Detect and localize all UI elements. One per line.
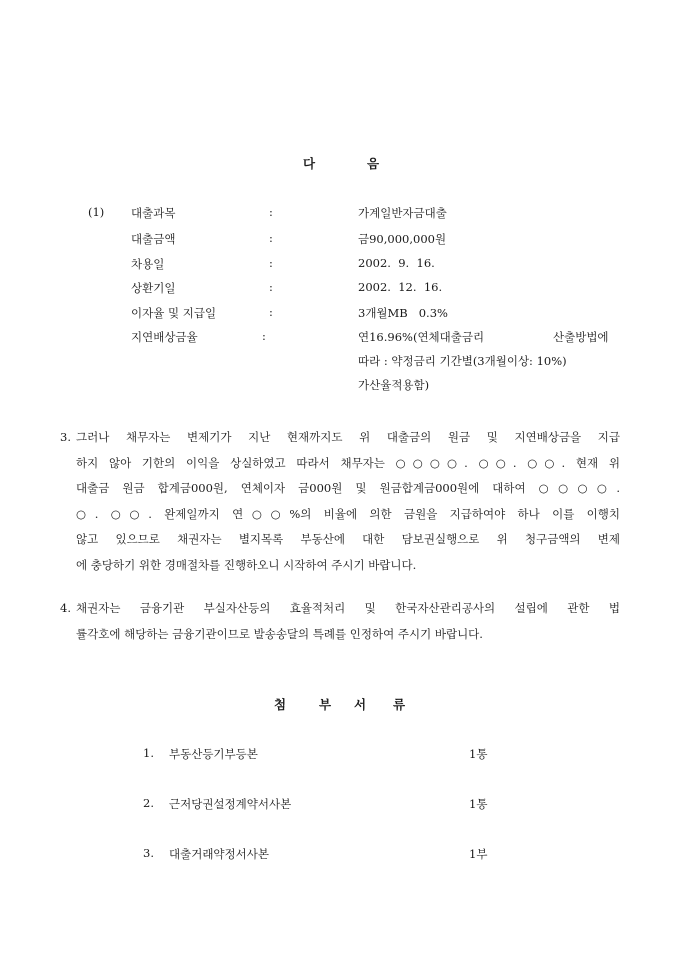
paragraph-line: 에 충당하기 위한 경매절차를 진행하오니 시작하여 주시기 바랍니다. [76, 557, 417, 572]
loan-value: 가산율적용함) [358, 378, 430, 392]
loan-value: 가계일반자금대출 [358, 206, 447, 220]
loan-label: 상환기일 [131, 281, 176, 295]
loan-value: 따라 : 약정금리 기간별(3개월이상: 10%) [358, 354, 567, 368]
attachment-count: 1통 [469, 797, 488, 811]
attachment-count: 1부 [469, 847, 488, 861]
loan-value: 3개월MB 0.3% [358, 306, 448, 320]
paragraph-number: 4. [60, 601, 71, 615]
loan-label: 대출금액 [131, 232, 176, 246]
attachment-name: 대출거래약정서사본 [169, 847, 269, 861]
attachment-number: 1. [143, 746, 154, 760]
attachments-heading-char: 류 [393, 697, 406, 712]
attachments-heading-char: 부 [319, 697, 332, 712]
attachments-heading-char: 서 [354, 697, 367, 712]
heading-eum: 음 [367, 156, 380, 171]
paragraph-number: 3. [60, 430, 71, 444]
paragraph-line: 채권자는 금융기관 부실자산등의 효율적처리 및 한국자산관리공사의 설립에 관한 법 [76, 601, 620, 615]
loan-value: 2002. 12. 16. [358, 280, 443, 294]
attachment-number: 3. [143, 846, 154, 860]
paragraph-line: 않고 있으므로 채권자는 별지목록 부동산에 대한 담보권실행으로 위 청구금액의 변제 [76, 532, 620, 546]
attachment-count: 1통 [469, 747, 488, 761]
attachment-name: 부동산등기부등본 [169, 747, 258, 761]
loan-value: 2002. 9. 16. [358, 256, 435, 270]
loan-colon: : [269, 231, 273, 245]
loan-label: 이자율 및 지급일 [131, 306, 217, 320]
loan-colon: : [269, 280, 273, 294]
paragraph-3 [60, 425, 620, 580]
loan-label: 대출과목 [131, 206, 176, 220]
paragraph-line: 하지 않아 기한의 이익을 상실하였고 따라서 채무자는 ○○○○. ○○. ○○. 현재 위 [76, 455, 620, 470]
loan-index: (1) [88, 205, 105, 219]
loan-value: 산출방법에 [553, 330, 609, 344]
loan-label: 지연배상금율 [131, 330, 198, 344]
loan-colon: : [269, 256, 273, 270]
loan-colon: : [262, 329, 266, 343]
attachment-number: 2. [143, 796, 154, 810]
loan-value: 금90,000,000원 [358, 232, 447, 246]
loan-value: 연16.96%(연체대출금리 [358, 330, 485, 344]
loan-label: 차용일 [131, 257, 165, 271]
paragraph-line: 그러나 채무자는 변제기가 지난 현재까지도 위 대출금의 원금 및 지연배상금을 지급 [76, 430, 620, 444]
loan-colon: : [269, 305, 273, 319]
attachment-name: 근저당권설정계약서사본 [169, 797, 292, 811]
loan-colon: : [269, 205, 273, 219]
heading-da: 다 [303, 156, 316, 171]
paragraph-line: 대출금 원금 합계금000원, 연체이자 금000원 및 원금합계금000원에 대하여 ○○○○. [76, 481, 620, 495]
paragraph-line: 률각호에 해당하는 금융기관이므로 발송송달의 특례를 인정하여 주시기 바랍니다. [76, 626, 483, 641]
paragraph-4 [60, 596, 620, 651]
attachments-heading-char: 첨 [274, 697, 287, 712]
paragraph-line: ○. ○○. 완제일까지 연○○%의 비율에 의한 금원을 지급하여야 하나 이를 이행치 [76, 506, 620, 521]
